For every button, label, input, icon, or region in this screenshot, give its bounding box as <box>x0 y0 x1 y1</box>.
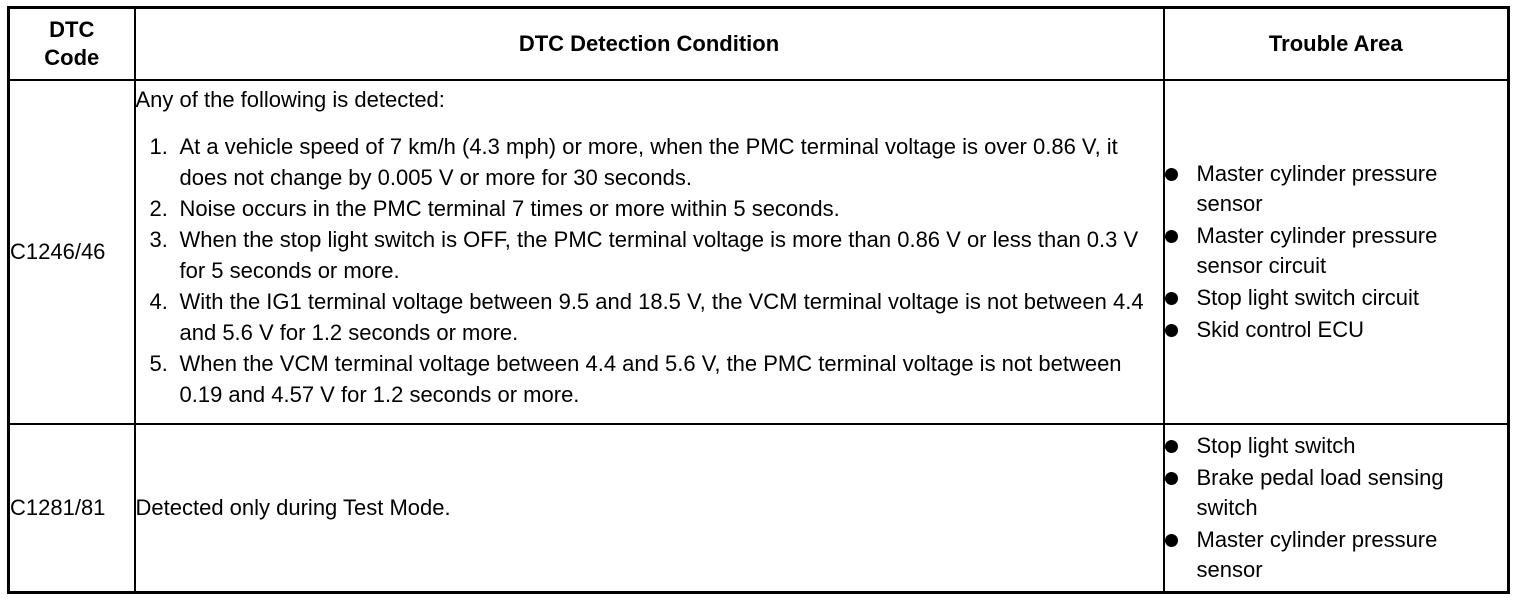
trouble-area-text: Master cylinder pressure sensor circuit <box>1196 223 1438 278</box>
trouble-area-cell <box>1164 80 1509 424</box>
trouble-area-cell <box>1164 424 1509 593</box>
dtc-table <box>7 6 1510 594</box>
list-number: 3. <box>149 227 168 252</box>
list-number: 4. <box>149 289 168 314</box>
detection-condition-cell <box>135 80 1164 424</box>
condition-text: Noise occurs in the PMC terminal 7 times or more within 5 seconds. <box>179 196 840 221</box>
bullet-icon <box>1165 292 1178 305</box>
condition-list <box>136 131 1163 410</box>
bullet-icon <box>1165 168 1178 181</box>
bullet-icon <box>1165 230 1178 243</box>
condition-intro: Any of the following is detected: <box>135 87 445 112</box>
list-item <box>1165 463 1508 523</box>
list-number: 5. <box>149 351 168 376</box>
list-number: 1. <box>149 134 168 159</box>
trouble-area-text: Master cylinder pressure sensor <box>1196 161 1438 216</box>
condition-text: At a vehicle speed of 7 km/h (4.3 mph) or more, when the PMC terminal voltage is over 0.86 V, it does not change by 0.005 V or more for 30 seconds. <box>179 134 1118 190</box>
condition-text: When the VCM terminal voltage between 4.4 and 5.6 V, the PMC terminal voltage is not between 0.19 and 4.57 V for 1.2 seconds or more. <box>179 351 1122 407</box>
bullet-icon <box>1165 440 1178 453</box>
list-item <box>1165 315 1508 345</box>
trouble-area-text: Skid control ECU <box>1196 317 1365 342</box>
condition-text: With the IG1 terminal voltage between 9.5 and 18.5 V, the VCM terminal voltage is not between 4.4 and 5.6 V for 1.2 seconds or more. <box>179 289 1144 345</box>
list-item <box>1165 431 1508 461</box>
trouble-area-list <box>1165 159 1508 345</box>
trouble-area-text: Brake pedal load sensing switch <box>1196 465 1444 520</box>
header-dtc-code-line1: DTC <box>49 17 95 42</box>
header-dtc-code-line2: Code <box>44 45 100 70</box>
header-row <box>9 8 1509 81</box>
dtc-code-cell: C1281/81 <box>9 424 135 593</box>
bullet-icon <box>1165 324 1178 337</box>
list-item <box>136 286 1163 348</box>
list-item <box>1165 525 1508 585</box>
list-number: 2. <box>149 196 168 221</box>
trouble-area-text: Master cylinder pressure sensor <box>1196 527 1438 582</box>
list-item <box>136 348 1163 410</box>
header-dtc-code <box>9 8 135 81</box>
condition-text: When the stop light switch is OFF, the PMC terminal voltage is more than 0.86 V or less than 0.3 V for 5 seconds or more. <box>179 227 1139 283</box>
table-row <box>9 80 1509 424</box>
list-item <box>136 224 1163 286</box>
trouble-area-list <box>1165 431 1508 585</box>
list-item <box>136 193 1163 224</box>
list-item <box>1165 221 1508 281</box>
list-item <box>136 131 1163 193</box>
dtc-code-cell: C1246/46 <box>9 80 135 424</box>
trouble-area-text: Stop light switch <box>1196 433 1356 458</box>
trouble-area-text: Stop light switch circuit <box>1196 285 1420 310</box>
table-row <box>9 424 1509 593</box>
header-detection-condition: DTC Detection Condition <box>135 8 1164 81</box>
list-item <box>1165 159 1508 219</box>
list-item <box>1165 283 1508 313</box>
header-trouble-area: Trouble Area <box>1164 8 1509 81</box>
bullet-icon <box>1165 472 1178 485</box>
bullet-icon <box>1165 534 1178 547</box>
detection-condition-cell: Detected only during Test Mode. <box>135 424 1164 593</box>
